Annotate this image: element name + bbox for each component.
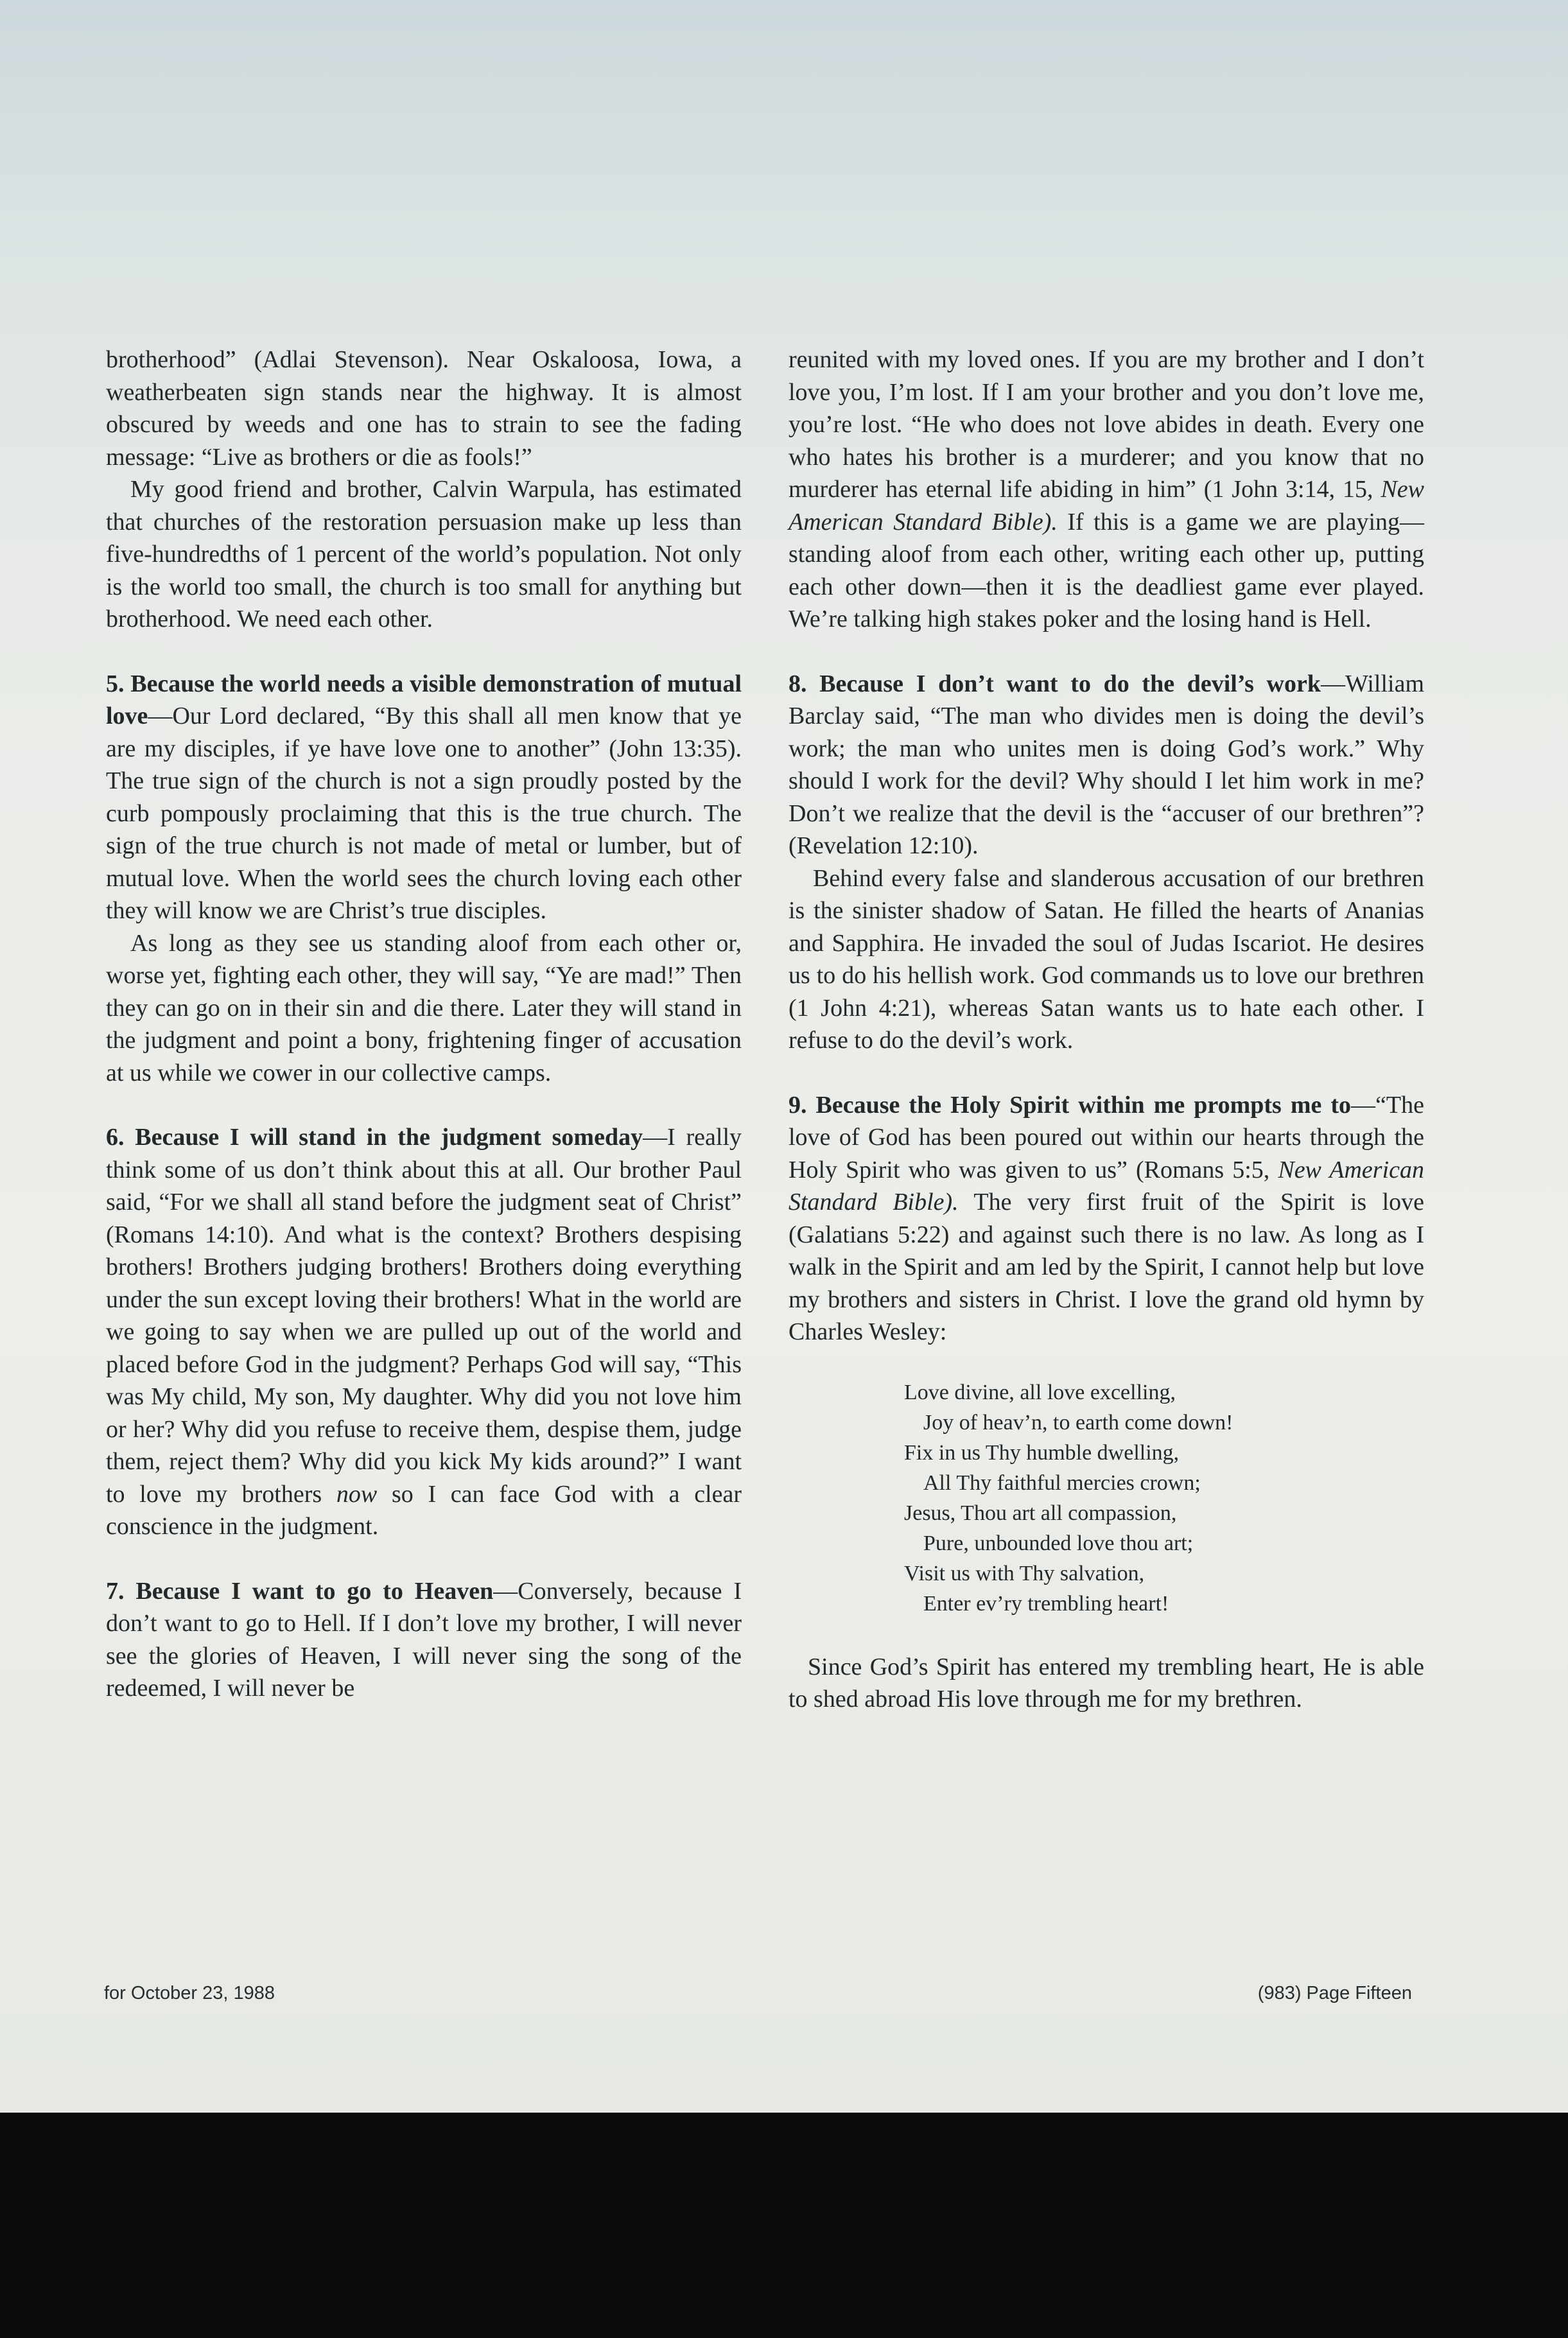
- section-8-paragraph-2: Behind every false and slanderous accusation of our brethren is the sinister shadow of Satan. He filled the hearts of Ananias and Sapphira. He invaded the soul of Judas Iscariot. He desires us to do his hellish work. God commands us to love our brethren (1 John 4:21), whereas Satan wants us to hate each other. I refuse to do the devil’s work.: [788, 864, 1424, 1054]
- issue-date: for October 23, 1988: [104, 1983, 275, 2003]
- hymn-verse: [904, 1377, 1424, 1619]
- section-9-body: —“The love of God has been poured out within our hearts through the Holy Spirit who was given to us” (Romans 5:5,: [788, 1091, 1424, 1183]
- page-number: (983) Page Fifteen: [1257, 1983, 1412, 2003]
- closing-paragraph: Since God’s Spirit has entered my trembling heart, He is able to shed abroad His love through me for my brethren.: [788, 1653, 1424, 1713]
- hymn-line: All Thy faithful mercies crown;: [923, 1470, 1201, 1495]
- continuation-emphasis: New American Standard Bible).: [788, 476, 1424, 536]
- section-9: [788, 1089, 1424, 1348]
- section-9-emphasis: New American Standard Bible).: [788, 1156, 1424, 1216]
- hymn-line: Fix in us Thy humble dwelling,: [904, 1440, 1180, 1465]
- scanner-background: [0, 2113, 1568, 2338]
- hymn-line: Joy of heav’n, to earth come down!: [923, 1410, 1233, 1435]
- continuation-text: reunited with my loved ones. If you are my brother and I don’t love you, I’m lost. If I am your brother and you don’t love me, you’re lost. “He who does not love abides in death. Every one who hates his brother is a murderer; and you know that no murderer has eternal life abiding in him” (1 John 3:14, 15,: [788, 346, 1424, 503]
- section-7: [106, 1575, 742, 1705]
- section-6: [106, 1121, 742, 1543]
- continuation-text-end: If this is a game we are playing—standing aloof from each other, writing each other up, putting each other down—then it is the deadliest game ever played. We’re talking high stakes poker and the losing hand is Hell.: [788, 508, 1425, 632]
- section-8: [788, 668, 1424, 862]
- section-5-paragraph-2: As long as they see us standing aloof from each other or, worse yet, fighting each other, they will say, “Ye are mad!” Then they can go on in their sin and die there. Later they will stand in the judgment and point a bony, frightening finger of accusation at us while we cower in our collective camps.: [106, 929, 742, 1086]
- section-8-body: —William Barclay said, “The man who divides men is doing the devil’s work; the man who unites men is doing God’s work.” Why should I work for the devil? Why should I let him work in me? Don’t we realize that the devil is the “accuser of our brethren”? (Revelation 12:10).: [788, 670, 1424, 859]
- calvin-paragraph: My good friend and brother, Calvin Warpula, has estimated that churches of the restoration persuasion make up less than five-hundredths of 1 percent of the world’s population. Not only is the world too small, the church is too small for anything but brotherhood. We need each other.: [106, 476, 742, 632]
- hymn-line: Visit us with Thy salvation,: [904, 1561, 1145, 1585]
- section-5: [106, 668, 742, 927]
- hymn-line: Love divine, all love excelling,: [904, 1380, 1176, 1404]
- hymn-line: Jesus, Thou art all compassion,: [904, 1501, 1177, 1525]
- section-9-body-end: The very first fruit of the Spirit is love (Galatians 5:22) and against such there is no law. As long as I walk in the Spirit and am led by the Spirit, I cannot help but love my brothers and sisters in Christ. I love the grand old hymn by Charles Wesley:: [788, 1189, 1424, 1345]
- section-6-heading: 6. Because I will stand in the judgment someday: [106, 1124, 643, 1151]
- hymn-line: Pure, unbounded love thou art;: [923, 1531, 1194, 1555]
- section-6-body: —I really think some of us don’t think about this at all. Our brother Paul said, “For we shall all stand before the judgment seat of Christ” (Romans 14:10). And what is the context? Brothers despising brothers! Brothers judging brothers! Brothers doing everything under the sun except loving their brothers! What in the world are we going to say when we are pulled up out of the world and placed before God in the judgment? Perhaps God will say, “This was My child, My son, My daughter. Why did you not love him or her? Why did you refuse to receive them, despise them, judge them, reject them? Why did you kick My kids around?” I want to love my brothers: [106, 1124, 742, 1508]
- section-7-heading: 7. Because I want to go to Heaven: [106, 1577, 494, 1605]
- left-column: [106, 344, 742, 1705]
- continuation-paragraph: [788, 344, 1424, 636]
- section-7-body: —Conversely, because I don’t want to go to Hell. If I don’t love my brother, I will never see the glories of Heaven, I will never sing the song of the redeemed, I will never be: [106, 1577, 742, 1702]
- section-5-body: —Our Lord declared, “By this shall all men know that ye are my disciples, if ye have love one to another” (John 13:35). The true sign of the church is not a sign proudly posted by the curb pompously proclaiming that this is the true church. The sign of the true church is not made of metal or lumber, but of mutual love. When the world sees the church loving each other they will know we are Christ’s true disciples.: [106, 702, 742, 924]
- hymn-line: Enter ev’ry trembling heart!: [923, 1591, 1169, 1616]
- section-8-heading: 8. Because I don’t want to do the devil’s work: [788, 670, 1321, 697]
- section-6-body-end: so I can face God with a clear conscience in the judgment.: [106, 1480, 742, 1540]
- section-9-heading: 9. Because the Holy Spirit within me prompts me to: [788, 1091, 1352, 1119]
- intro-paragraph: brotherhood” (Adlai Stevenson). Near Oskaloosa, Iowa, a weatherbeaten sign stands near the highway. It is almost obscured by weeds and one has to strain to see the fading message: “Live as brothers or die as fools!”: [106, 346, 742, 471]
- section-6-emphasis: now: [336, 1480, 378, 1508]
- faded-show-through-heading: [116, 212, 1464, 353]
- right-column: [788, 344, 1424, 1716]
- section-5-heading: 5. Because the world needs a visible demonstration of mutual love: [106, 670, 742, 729]
